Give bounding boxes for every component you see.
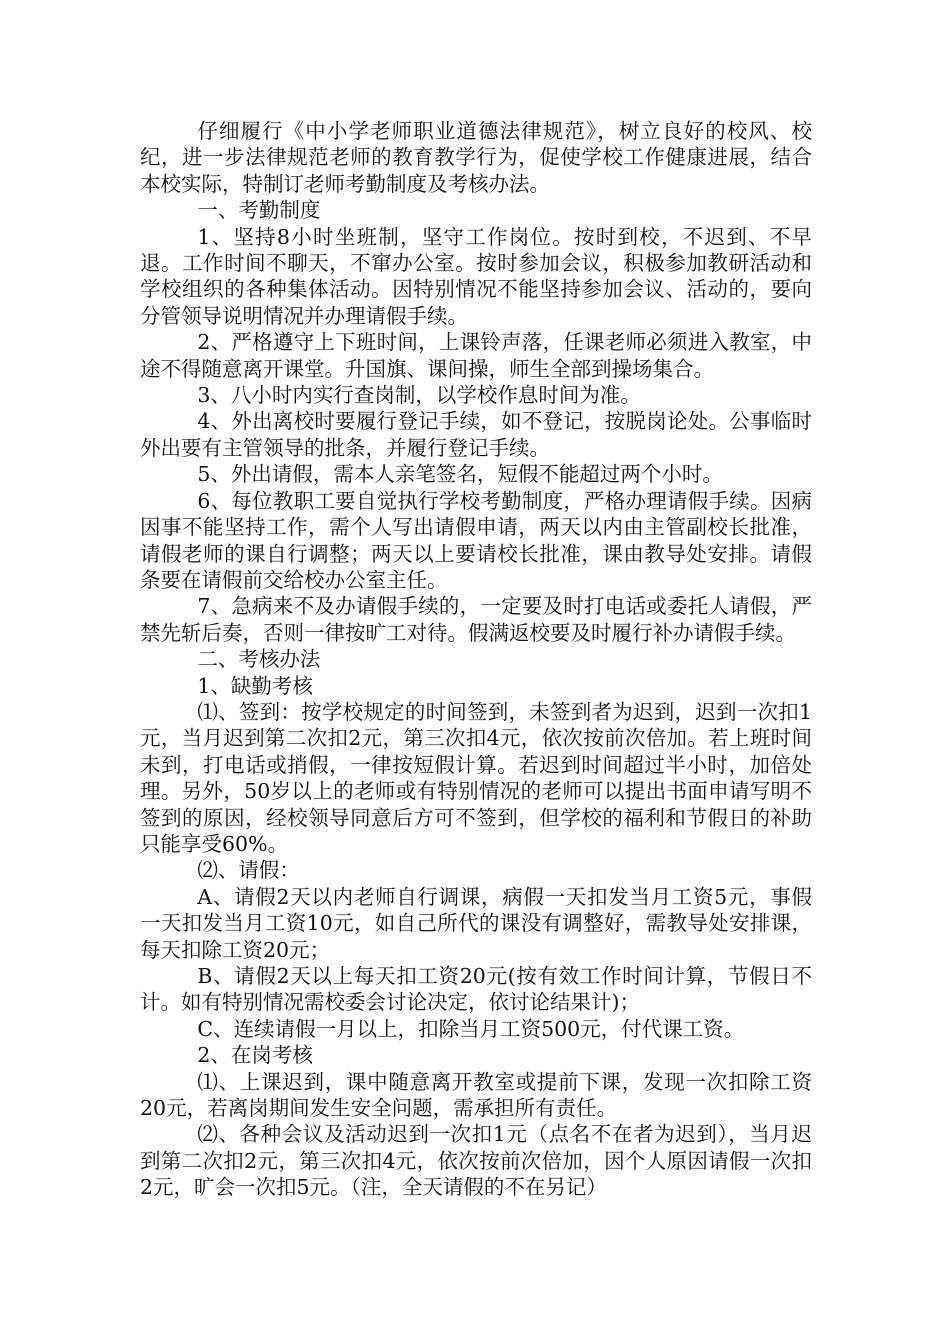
- document-body: [140, 118, 812, 1201]
- on-duty-item-2: ⑵、各种会议及活动迟到一次扣1元（点名不在者为迟到），当月迟到第二次扣2元，第三次扣4元，依次按前次倍加，因个人原因请假一次扣2元，旷会一次扣5元。（注，全天请假的不在另记）: [140, 1122, 812, 1200]
- leave-item-c: C、连续请假一月以上，扣除当月工资500元，付代课工资。: [197, 1016, 745, 1041]
- rule-item-4: 4、外出离校时要履行登记手续，如不登记，按脱岗论处。公事临时外出要有主管领导的批条，并履行登记手续。: [140, 409, 812, 460]
- leave-item-b: B、请假2天以上每天扣工资20元(按有效工作时间计算，节假日不计。如有特别情况需校委会讨论决定，依讨论结果计)；: [140, 964, 812, 1015]
- subsection-heading-on-duty: 2、在岗考核: [197, 1043, 313, 1068]
- section-heading-attendance: 一、考勤制度: [197, 198, 321, 223]
- rule-item-2: 2、严格遵守上下班时间，上课铃声落，任课老师必须进入教室，中途不得随意离开课堂。升国旗、课间操，师生全部到操场集合。: [140, 330, 812, 381]
- section-heading-assessment: 二、考核办法: [197, 647, 321, 672]
- intro-paragraph: 仔细履行《中小学老师职业道德法律规范》，树立良好的校风、校纪，进一步法律规范老师的教育教学行为，促使学校工作健康进展，结合本校实际，特制订老师考勤制度及考核办法。: [140, 119, 812, 196]
- leave-item-a: A、请假2天以内老师自行调课，病假一天扣发当月工资5元，事假一天扣发当月工资10元，如自己所代的课没有调整好，需教导处安排课，每天扣除工资20元；: [140, 884, 812, 962]
- subsection-heading-absence: 1、缺勤考核: [197, 673, 313, 698]
- rule-item-1: 1、坚持8小时坐班制，坚守工作岗位。按时到校，不迟到、不早退。工作时间不聊天，不窜办公室。按时参加会议，积极参加教研活动和学校组织的各种集体活动。因特别情况不能坚持参加会议、活动的，要向分管领导说明情况并办理请假手续。: [140, 224, 812, 328]
- rule-item-6: 6、每位教职工要自觉执行学校考勤制度，严格办理请假手续。因病因事不能坚持工作，需个人写出请假申请，两天以内由主管副校长批准，请假老师的课自行调整；两天以上要请校长批准，课由教导处安排。请假条要在请假前交给校办公室主任。: [140, 488, 812, 592]
- assessment-item-leave: ⑵、请假：: [197, 858, 300, 883]
- rule-item-7: 7、急病来不及办请假手续的，一定要及时打电话或委托人请假，严禁先斩后奏，否则一律按旷工对待。假满返校要及时履行补办请假手续。: [140, 594, 812, 645]
- assessment-item-signin: ⑴、签到：按学校规定的时间签到，未签到者为迟到，迟到一次扣1元，当月迟到第二次扣2元，第三次扣4元，依次按前次倍加。若上班时间未到，打电话或捎假，一律按短假计算。若迟到时间超过半小时，加倍处理。另外，50岁以上的老师或有特别情况的老师可以提出书面申请写明不签到的原因，经校领导同意后方可不签到，但学校的福利和节假日的补助只能享受60%。: [140, 699, 812, 856]
- rule-item-3: 3、八小时内实行查岗制，以学校作息时间为准。: [197, 383, 641, 408]
- on-duty-item-1: ⑴、上课迟到，课中随意离开教室或提前下课，发现一次扣除工资20元，若离岗期间发生安全问题，需承担所有责任。: [140, 1069, 812, 1121]
- rule-item-5: 5、外出请假，需本人亲笔签名，短假不能超过两个小时。: [197, 462, 723, 487]
